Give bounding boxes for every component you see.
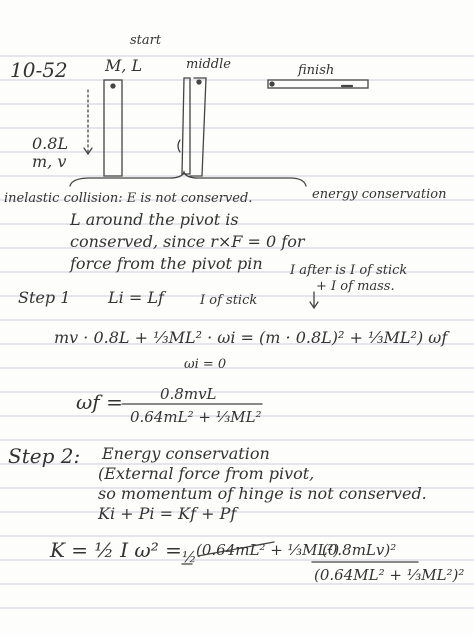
rod-middle-side — [190, 78, 206, 176]
step2-k-half: ½ — [182, 548, 197, 566]
step1-i-after-2: + I of mass. — [316, 279, 395, 294]
step2-k-num: (0.8mLv)² — [322, 541, 397, 559]
step2-label: Step 2: — [8, 444, 81, 468]
problem-number: 10-52 — [10, 58, 68, 82]
step1-equation-head: Li = Lf — [108, 288, 164, 307]
i-after-arrow — [310, 292, 318, 308]
step1-equation-1: mv · 0.8L + ⅓ML² · ωi = (m · 0.8L)² + ⅓ML²) ωf — [54, 328, 448, 347]
note-inelastic-4: force from the pivot pin — [70, 254, 263, 273]
label-distance: 0.8L — [32, 134, 69, 153]
step2-line-2: (External force from pivot, — [98, 464, 315, 483]
step2-line-1: Energy conservation — [102, 444, 270, 463]
step1-omega-f-num: 0.8mvL — [160, 385, 217, 403]
label-finish: finish — [298, 63, 335, 78]
step1-label: Step 1 — [18, 288, 71, 307]
step2-k-lhs: K = ½ I ω² = — [50, 538, 182, 562]
rod-middle — [182, 78, 190, 174]
label-middle: middle — [186, 57, 231, 72]
step2-k-den: (0.64ML² + ⅓ML²)² — [314, 566, 465, 584]
pivot-finish — [270, 82, 274, 86]
step2-line-3: so momentum of hinge is not conserved. — [98, 484, 427, 503]
label-bullet: m, v — [32, 152, 67, 171]
pivot-start — [111, 84, 115, 88]
note-energy: energy conservation — [312, 187, 447, 202]
step1-omega-f-lhs: ωf = — [76, 390, 123, 414]
label-rod: M, L — [105, 56, 143, 75]
note-inelastic-3: conserved, since r×F = 0 for — [70, 232, 305, 251]
step1-i-after: I after is I of stick — [290, 263, 408, 278]
step2-line-4: Ki + Pi = Kf + Pf — [98, 504, 237, 523]
rod-finish — [268, 80, 368, 88]
step1-i-of-stick: I of stick — [200, 293, 258, 308]
label-start: start — [130, 33, 162, 48]
step1-omega-zero: ωi = 0 — [184, 357, 227, 372]
step2-k-mid: (0.64mL² + ⅓ML²) — [196, 541, 340, 559]
rod-start — [104, 80, 122, 176]
bullet-embedded — [178, 140, 180, 152]
pivot-middle — [197, 80, 201, 84]
step1-omega-f-den: 0.64mL² + ⅓ML² — [130, 408, 262, 426]
note-inelastic-1: inelastic collision: E is not conserved. — [4, 191, 253, 206]
note-inelastic-2: L around the pivot is — [70, 210, 239, 229]
